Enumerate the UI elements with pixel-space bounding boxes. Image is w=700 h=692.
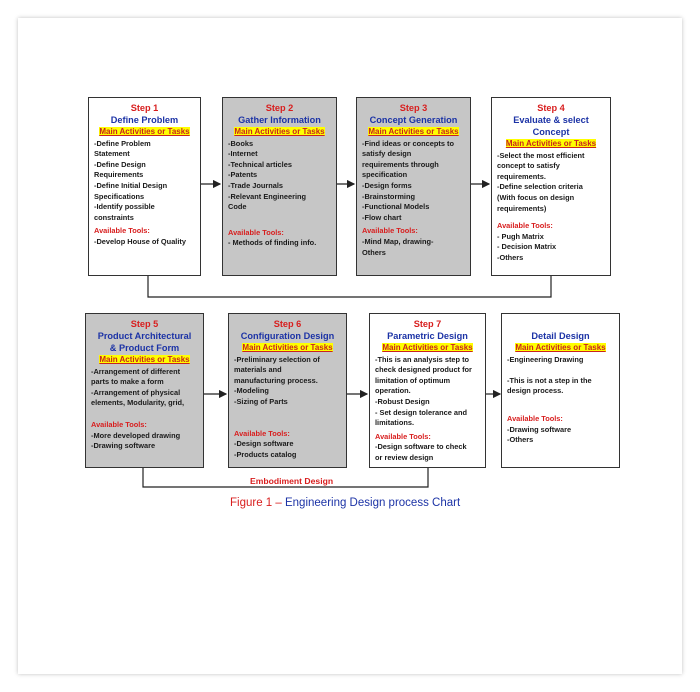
tool-item: - Pugh Matrix (497, 231, 544, 241)
task-item: limitations. (375, 418, 415, 428)
task-item: parts to make a form (91, 377, 164, 387)
step-title: Gather Information (238, 115, 321, 125)
main-activities-label: Main Activities or Tasks (368, 127, 459, 136)
tool-item: -Others (507, 435, 534, 445)
step-box-2 (222, 97, 337, 276)
task-item: -Trade Journals (228, 180, 284, 190)
step-box-4 (491, 97, 611, 276)
available-tools-label: Available Tools: (91, 419, 147, 429)
task-item: requirements) (497, 203, 547, 213)
task-item: -Arrangement of physical (91, 387, 181, 397)
task-item: -Define Initial Design (94, 180, 168, 190)
task-item: - Set design tolerance and (375, 407, 467, 417)
available-tools-label: Available Tools: (497, 221, 553, 231)
task-item: -Technical articles (228, 159, 292, 169)
task-item: requirements. (497, 171, 546, 181)
task-item: -Books (228, 138, 254, 148)
step-number: Step 5 (130, 319, 159, 329)
step-number: Step 2 (265, 103, 294, 113)
tool-item: - Methods of finding info. (228, 238, 317, 248)
step-box-8 (501, 313, 620, 468)
task-item: -Sizing of Parts (234, 396, 288, 406)
step-title: Concept Generation (369, 115, 458, 125)
caption-prefix: Figure 1 – (230, 497, 285, 509)
embodiment-design-label: Embodiment Design (250, 476, 334, 486)
main-activities-label: Main Activities or Tasks (515, 343, 606, 352)
step-number: Step 1 (130, 103, 159, 113)
available-tools-label: Available Tools: (362, 226, 418, 236)
task-item: Specifications (94, 191, 145, 201)
tool-item: -Mind Map, drawing- (362, 236, 434, 246)
task-item: manufacturing process. (234, 375, 318, 385)
available-tools-label: Available Tools: (94, 226, 150, 236)
tool-item: -Others (497, 252, 524, 262)
tool-item: -Design software to check (375, 442, 467, 452)
tool-item: -More developed drawing (91, 430, 181, 440)
task-item: -Design forms (362, 180, 412, 190)
step-title: Product Architectural (97, 331, 192, 341)
tool-item: -Products catalog (234, 449, 297, 459)
tool-item: Others (362, 247, 386, 257)
main-activities-label: Main Activities or Tasks (99, 127, 190, 136)
task-item: -Flow chart (362, 212, 402, 222)
task-item: -Engineering Drawing (507, 354, 584, 364)
task-item: Statement (94, 149, 130, 159)
task-item: -Functional Models (362, 202, 430, 212)
available-tools-label: Available Tools: (234, 428, 290, 438)
task-item: check designed product for (375, 365, 472, 375)
step-number: Step 3 (399, 103, 428, 113)
step-title: Define Problem (110, 115, 179, 125)
step-title: & Product Form (109, 343, 180, 353)
step-box-1 (88, 97, 201, 276)
connector-row1-row2 (148, 276, 551, 297)
task-item: Code (228, 202, 247, 212)
tool-item: -Design software (234, 439, 294, 449)
tool-item: -Drawing software (91, 441, 156, 451)
main-activities-label: Main Activities or Tasks (99, 355, 190, 364)
task-item: -Define Problem (94, 138, 151, 148)
tool-item: -Develop House of Quality (94, 236, 186, 246)
task-item: -Brainstorming (362, 191, 415, 201)
task-item: -Select the most efficient (497, 150, 585, 160)
caption-text: Engineering Design process Chart (284, 497, 461, 509)
task-item: concept to satisfy (497, 161, 560, 171)
tool-item: -Drawing software (507, 424, 572, 434)
task-item (507, 365, 614, 376)
step-box-3 (356, 97, 471, 276)
tool-item: or review design (375, 452, 434, 462)
task-item: -Define selection criteria (497, 182, 583, 192)
task-item: design process. (507, 386, 564, 396)
main-activities-label: Main Activities or Tasks (382, 343, 473, 352)
task-item: -Arrangement of different (91, 366, 181, 376)
task-item: elements, Modularity, grid, (91, 398, 185, 408)
step-box-7 (369, 313, 486, 468)
main-activities-label: Main Activities or Tasks (234, 127, 325, 136)
task-item: -Relevant Engineering (228, 191, 307, 201)
task-item: Requirements (94, 170, 144, 180)
step-number: Step 4 (537, 103, 565, 113)
figure-caption (230, 497, 460, 509)
task-item: -Define Design (94, 159, 146, 169)
available-tools-label: Available Tools: (507, 413, 563, 423)
step-box-6 (228, 313, 347, 468)
task-item: -Patents (228, 170, 258, 180)
step-title: Detail Design (531, 331, 590, 341)
step-title: Evaluate & select (513, 115, 589, 125)
task-item: (With focus on design (497, 192, 575, 202)
step-number: Step 7 (413, 319, 442, 329)
step-number: Step 6 (273, 319, 302, 329)
step-title: Concept (532, 127, 570, 137)
task-item: materials and (234, 365, 282, 375)
main-activities-label: Main Activities or Tasks (505, 139, 597, 148)
task-item: operation. (375, 386, 411, 396)
task-item: satisfy design (362, 149, 412, 159)
task-item: requirements through (362, 159, 439, 169)
step-title: Configuration Design (240, 331, 335, 341)
task-item: -Modeling (234, 386, 269, 396)
task-item: specification (362, 170, 408, 180)
step-title: Parametric Design (387, 331, 468, 341)
available-tools-label: Available Tools: (228, 227, 284, 237)
task-item: -Preliminary selection of (234, 354, 320, 364)
tool-item: - Decision Matrix (497, 242, 557, 252)
task-item: -This is not a step in the (507, 375, 592, 385)
task-item: -Robust Design (375, 396, 430, 406)
task-item: limitation of optimum (375, 375, 451, 385)
task-item: -Identify possible (94, 202, 155, 212)
task-item: -Find ideas or concepts to (362, 138, 454, 148)
main-activities-label: Main Activities or Tasks (242, 343, 333, 352)
task-item: -Internet (228, 149, 258, 159)
available-tools-label: Available Tools: (375, 431, 431, 441)
task-item: constraints (94, 212, 134, 222)
task-item: -This is an analysis step to (375, 354, 470, 364)
step-box-5 (85, 313, 204, 468)
